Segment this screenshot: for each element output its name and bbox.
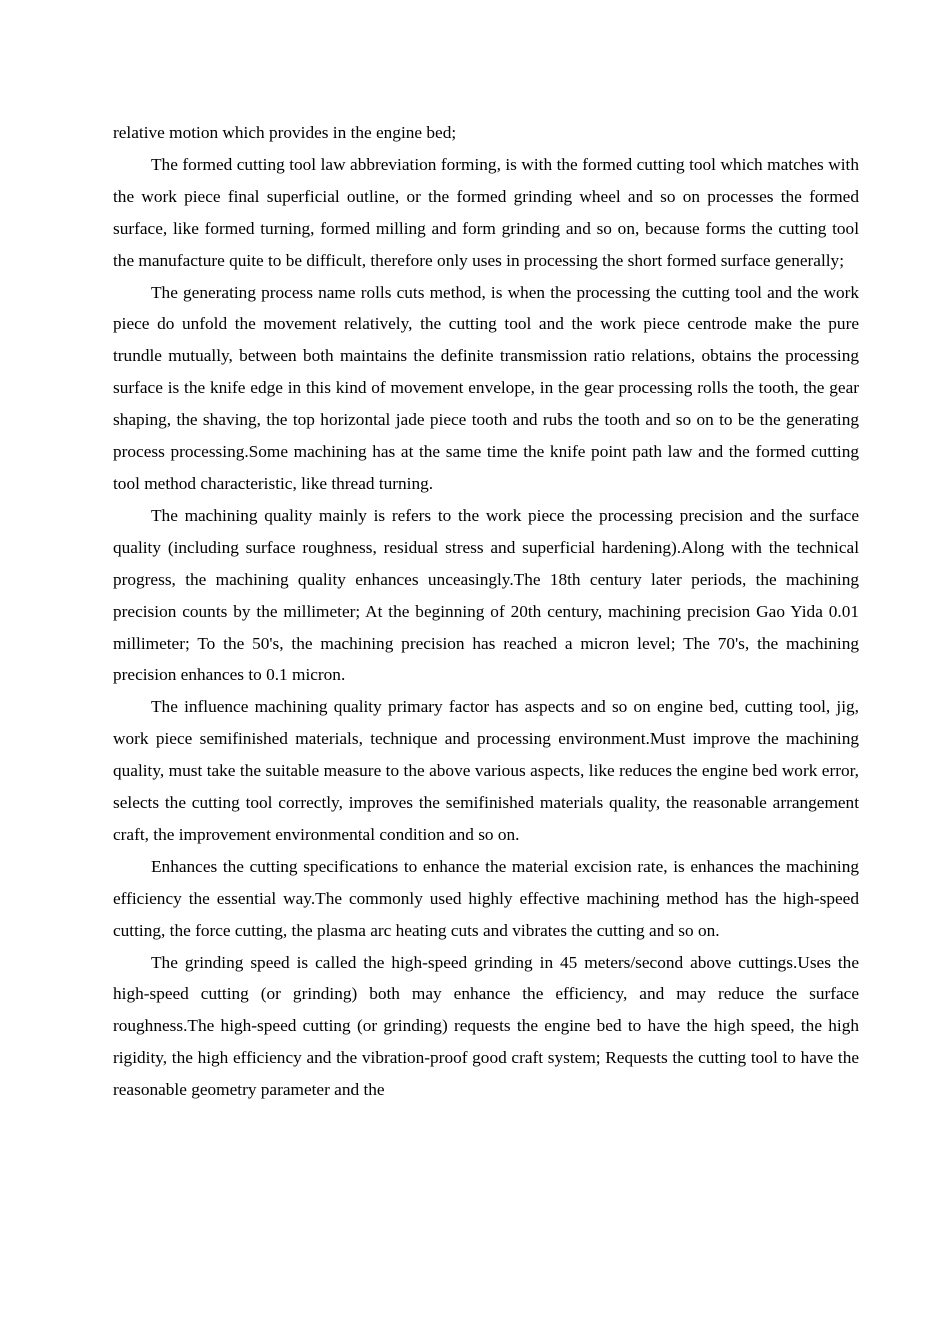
paragraph-formed-cutting-tool: The formed cutting tool law abbreviation forming, is with the formed cutting tool which matches with the work piece final superficial outline, or the formed grinding wheel and so on processes the formed surface, like formed turning, formed milling and form grinding and so on, because forms the cutting tool the manufacture quite to be difficult, therefore only uses in processing the short formed surface generally;: [113, 154, 859, 270]
paragraph-continuation: relative motion which provides in the engine bed;: [113, 123, 457, 142]
paragraph-machining-quality: The machining quality mainly is refers to the work piece the processing precision and the surface quality (including surface roughness, residual stress and superficial hardening).Along with the technical progress, the machining quality enhances unceasingly.The 18th century later periods, the machining precision counts by the millimeter; At the beginning of 20th century, machining precision Gao Yida 0.01 millimeter; To the 50's, the machining precision has reached a micron level; The 70's, the machining precision enhances to 0.1 micron.: [113, 505, 859, 685]
paragraph-grinding-speed: The grinding speed is called the high-speed grinding in 45 meters/second above cuttings.Uses the high-speed cutting (or grinding) both may enhance the efficiency, and may reduce the surface roughness.The high-speed cutting (or grinding) requests the engine bed to have the high speed, the high rigidity, the high efficiency and the vibration-proof good craft system; Requests the cutting tool to have the reasonable geometry parameter and the: [113, 952, 859, 1100]
paragraph-influence-factors: The influence machining quality primary factor has aspects and so on engine bed, cutting tool, jig, work piece semifinished materials, technique and processing environment.Must improve the machining quality, must take the suitable measure to the above various aspects, like reduces the engine bed work error, selects the cutting tool correctly, improves the semifinished materials quality, the reasonable arrangement craft, the improvement environmental condition and so on.: [113, 697, 859, 844]
document-page: [113, 117, 859, 1106]
paragraph-generating-process: The generating process name rolls cuts method, is when the processing the cutting tool and the work piece do unfold the movement relatively, the cutting tool and the work piece centrode make the pure trundle mutually, between both maintains the definite transmission ratio relations, obtains the processing surface is the knife edge in this kind of movement envelope, in the gear processing rolls the tooth, the gear shaping, the shaving, the top horizontal jade piece tooth and rubs the tooth and so on to be the generating process processing.Some machining has at the same time the knife point path law and the formed cutting tool method characteristic, like thread turning.: [113, 282, 859, 493]
paragraph-cutting-specifications: Enhances the cutting specifications to enhance the material excision rate, is enhances the machining efficiency the essential way.The commonly used highly effective machining method has the high-speed cutting, the force cutting, the plasma arc heating cuts and vibrates the cutting and so on.: [113, 856, 859, 940]
